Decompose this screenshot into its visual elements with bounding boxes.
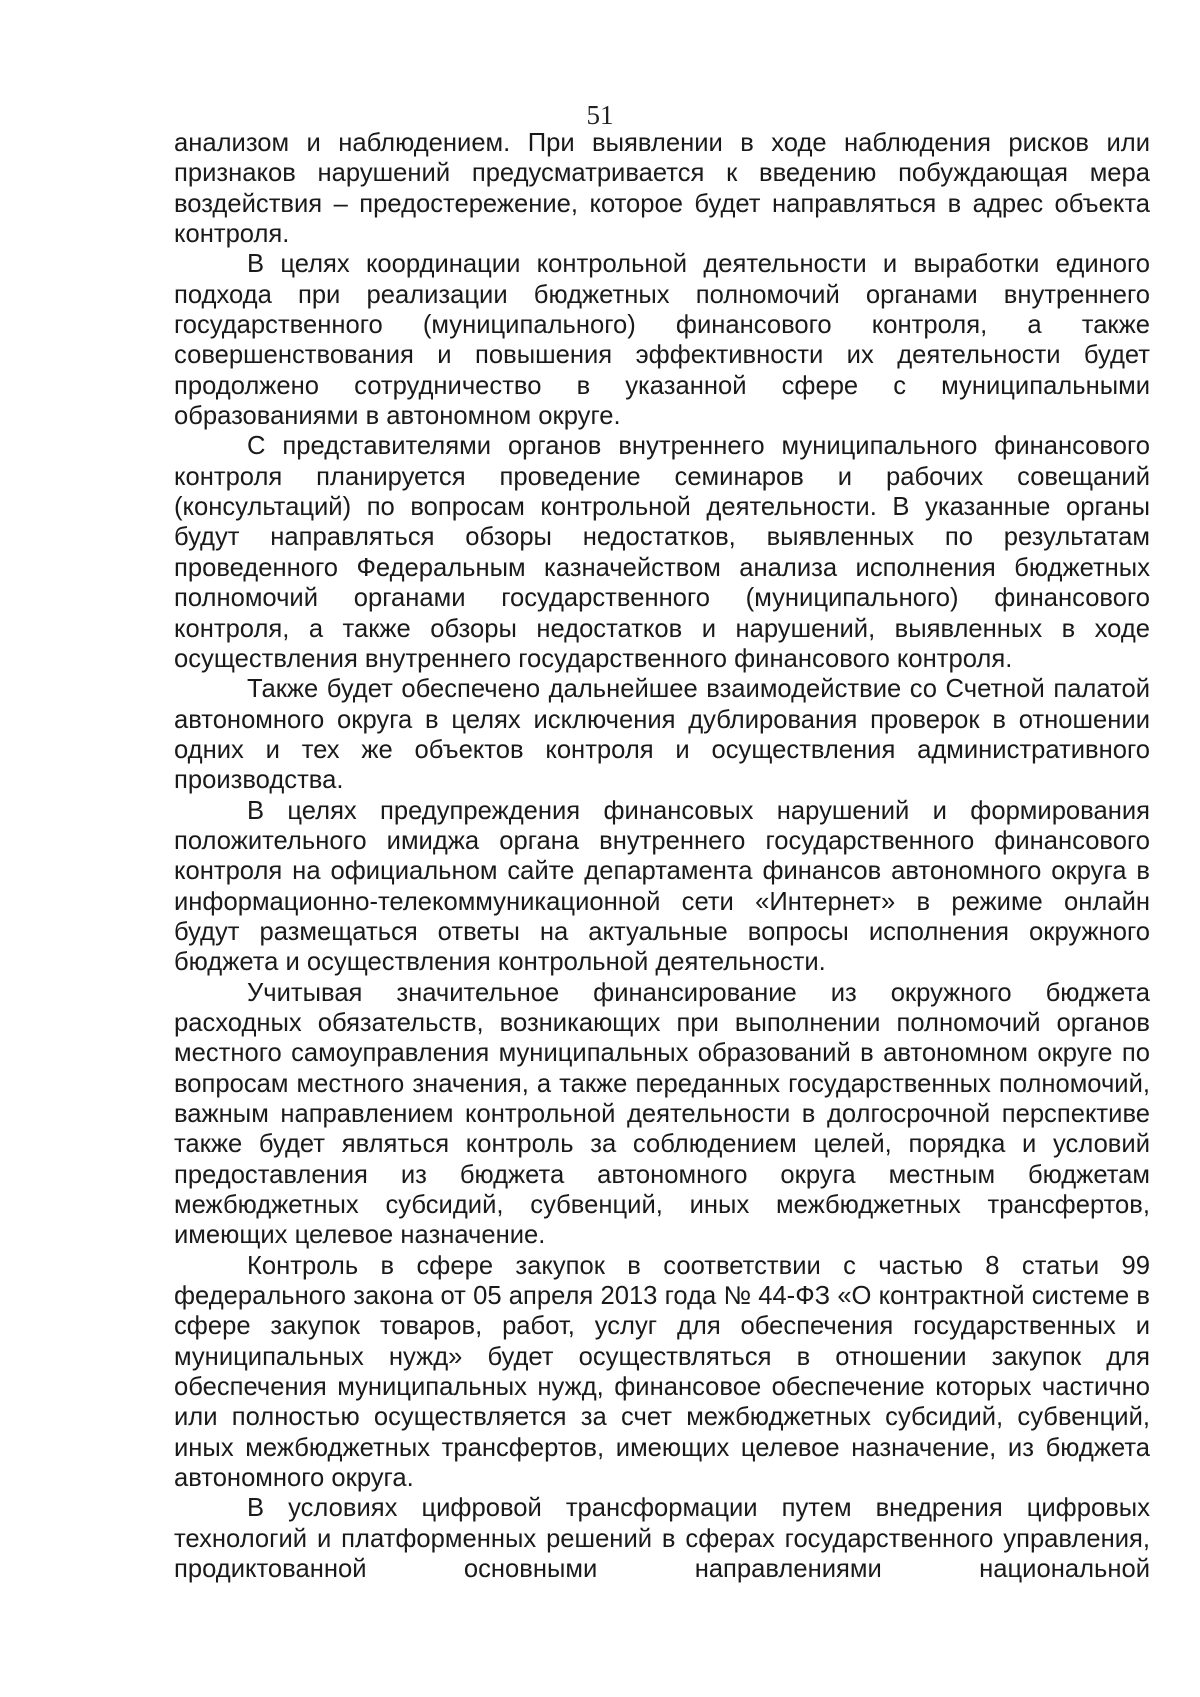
paragraph-continued-from-previous-page: анализом и наблюдением. При выявлении в ходе наблюдения рисков или признаков нарушений предусматривается к введению побуждающая мера воздействия – предостережение, которое будет направляться в адрес объекта контроля. (174, 129, 1150, 249)
paragraph-interbudget-transfers: Учитывая значительное финансирование из окружного бюджета расходных обязательств, возникающих при выполнении полномочий органов местного самоуправления муниципальных образований в автономном округе по вопросам местного значения, а также переданных государственных полномочий, важным направлением контрольной деятельности в долгосрочной перспективе также будет являться контроль за соблюдением целей, порядка и условий предоставления из бюджета автономного округа местным бюджетам межбюджетных субсидий, субвенций, иных межбюджетных трансфертов, имеющих целевое назначение. (174, 978, 1150, 1250)
paragraph-seminars: С представителями органов внутреннего муниципального финансового контроля планируется проведение семинаров и рабочих совещаний (консультаций) по вопросам контрольной деятельности. В указанные органы будут направляться обзоры недостатков, выявленных по результатам проведенного Федеральным казначейством анализа исполнения бюджетных полномочий органами государственного (муниципального) финансового контроля, а также обзоры недостатков и нарушений, выявленных в ходе осуществления внутреннего государственного финансового контроля. (174, 432, 1150, 673)
paragraph-digital-transformation: В условиях цифровой трансформации путем внедрения цифровых технологий и платформенных решений в сферах государственного управления, продиктованной основными направлениями национальной (174, 1494, 1150, 1584)
paragraph-accounts-chamber: Также будет обеспечено дальнейшее взаимодействие со Счетной палатой автономного округа в целях исключения дублирования проверок в отношении одних и тех же объектов контроля и осуществления административного производства. (174, 675, 1150, 795)
document-body (174, 128, 1150, 1585)
page-number: 51 (586, 100, 614, 130)
paragraph-procurement-control: Контроль в сфере закупок в соответствии с частью 8 статьи 99 федерального закона от 05 апреля 2013 года № 44-ФЗ «О контрактной системе в сфере закупок товаров, работ, услуг для обеспечения государственных и муниципальных нужд» будет осуществляться в отношении закупок для обеспечения муниципальных нужд, финансовое обеспечение которых частично или полностью осуществляется за счет межбюджетных субсидий, субвенций, иных межбюджетных трансфертов, имеющих целевое назначение, из бюджета автономного округа. (174, 1251, 1150, 1493)
paragraph-prevention: В целях предупреждения финансовых нарушений и формирования положительного имиджа органа внутреннего государственного финансового контроля на официальном сайте департамента финансов автономного округа в информационно-телекоммуникационной сети «Интернет» в режиме онлайн будут размещаться ответы на актуальные вопросы исполнения окружного бюджета и осуществления контрольной деятельности. (174, 796, 1150, 977)
paragraph-coordination: В целях координации контрольной деятельности и выработки единого подхода при реализации бюджетных полномочий органами внутреннего государственного (муниципального) финансового контроля, а также совершенствования и повышения эффективности их деятельности будет продолжено сотрудничество в указанной сфере с муниципальными образованиями в автономном округе. (174, 250, 1150, 431)
